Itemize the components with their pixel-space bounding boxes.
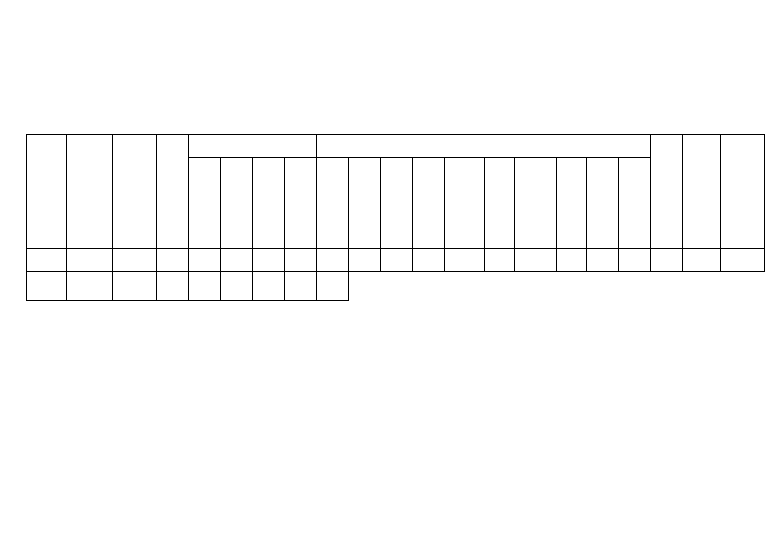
header-basic-goods-services — [253, 158, 285, 249]
header-project-expenditure — [317, 135, 651, 158]
budget-table — [26, 134, 765, 301]
value-cell — [189, 272, 221, 301]
index-cell — [189, 249, 221, 272]
index-cell — [721, 249, 765, 272]
index-cell — [221, 249, 253, 272]
row-unit-name — [113, 272, 157, 301]
index-row — [27, 249, 765, 272]
table-row — [27, 272, 765, 301]
row-func-subject — [27, 272, 67, 301]
header-project-other — [619, 158, 651, 249]
value-cell — [157, 272, 189, 301]
header-project-capital — [485, 158, 515, 249]
index-cell — [683, 249, 721, 272]
index-cell — [285, 249, 317, 272]
index-cell — [515, 249, 557, 272]
index-cell — [381, 249, 413, 272]
header-basic-household-subsidy — [285, 158, 317, 249]
index-cell — [557, 249, 587, 272]
index-cell — [485, 249, 515, 272]
value-cell — [317, 272, 349, 301]
header-unit-code — [67, 135, 113, 249]
header-basic-expenditure — [189, 135, 317, 158]
header-total — [157, 135, 189, 249]
header-public-service — [651, 135, 683, 249]
header-func-subject — [27, 135, 67, 249]
value-cell — [253, 272, 285, 301]
header-project-household-subsidy — [381, 158, 413, 249]
header-project-total — [317, 158, 349, 249]
header-project-enterprise-construction — [515, 158, 557, 249]
header-basic-total — [189, 158, 221, 249]
header-project-social-security — [587, 158, 619, 249]
index-cell — [157, 249, 189, 272]
index-cell — [27, 249, 67, 272]
index-cell — [619, 249, 651, 272]
header-project-enterprise-subsidy — [557, 158, 587, 249]
index-cell — [349, 249, 381, 272]
value-cell — [285, 272, 317, 301]
index-cell — [651, 249, 683, 272]
header-subsidiary-subsidy — [721, 135, 765, 249]
row-unit-code — [67, 272, 113, 301]
header-project-capital-construction — [445, 158, 485, 249]
index-cell — [445, 249, 485, 272]
index-cell — [67, 249, 113, 272]
header-upper-payment — [683, 135, 721, 249]
value-cell — [221, 272, 253, 301]
header-unit-name — [113, 135, 157, 249]
index-cell — [587, 249, 619, 272]
index-cell — [113, 249, 157, 272]
header-project-goods-services — [349, 158, 381, 249]
index-cell — [317, 249, 349, 272]
index-cell — [253, 249, 285, 272]
header-basic-wages — [221, 158, 253, 249]
index-cell — [413, 249, 445, 272]
header-project-debt-interest — [413, 158, 445, 249]
